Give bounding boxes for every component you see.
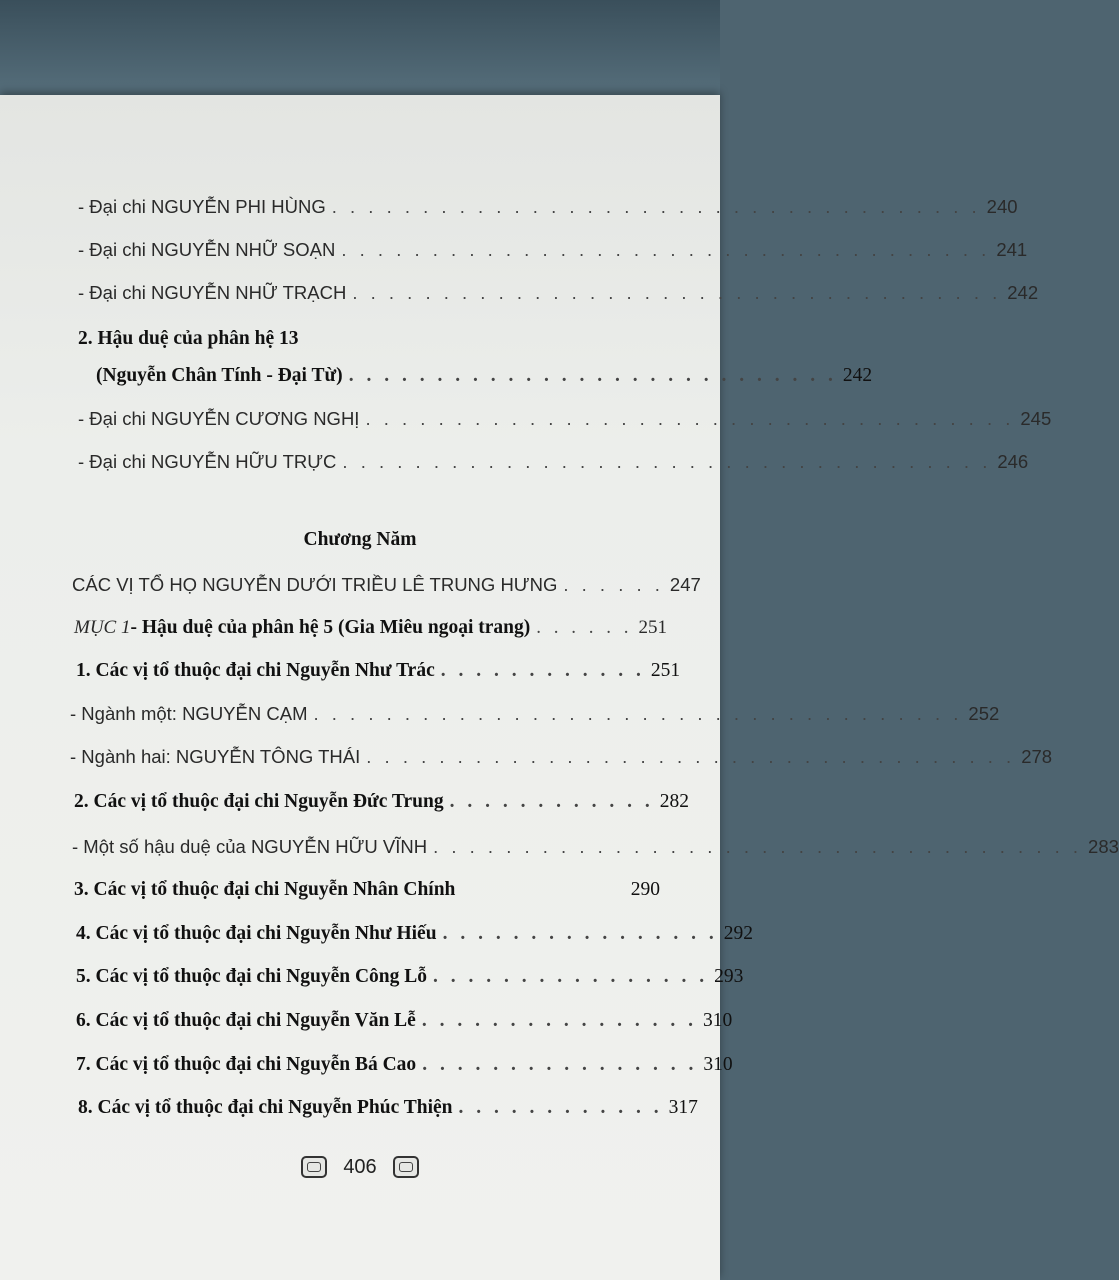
toc-page-number: 290 — [630, 879, 660, 900]
toc-entry-label: 7. Các vị tổ thuộc đại chi Nguyễn Bá Cao — [76, 1054, 417, 1075]
leader-dots: . . . . . . . . . . . . . . . . . . . . . . . . . . . . — [348, 365, 837, 386]
toc-entry-label: CÁC VỊ TỔ HỌ NGUYỄN DƯỚI TRIỀU LÊ TRUNG HƯNG — [72, 574, 558, 595]
toc-page-number: 293 — [714, 966, 744, 987]
leader-dots: . . . . . . — [536, 617, 633, 638]
toc-page-number: 240 — [986, 196, 1018, 217]
leader-dots: . . . . . . . . . . . . . . . . . . . . . . . . . . . . . . . . . . . . — [331, 196, 981, 217]
toc-page-number: 241 — [996, 239, 1028, 260]
ornament-left-icon — [301, 1156, 327, 1178]
toc-page-number: 282 — [659, 791, 689, 812]
toc-entry — [0, 1088, 720, 1128]
toc-entry-label: - Hậu duệ của phân hệ 5 (Gia Miêu ngoại trang) — [130, 617, 531, 638]
leader-dots: . . . . . . . . . . . . . . . . . . . . . . . . . . . . . . . . . . . . — [366, 746, 1016, 767]
toc-entry-label: 1. Các vị tổ thuộc đại chi Nguyễn Như Trác — [76, 660, 435, 681]
toc-entry-label: 8. Các vị tổ thuộc đại chi Nguyễn Phúc Thiện — [78, 1097, 453, 1118]
leader-dots: . . . . . . . . . . . . . . . . — [422, 1054, 698, 1075]
toc-entry — [0, 356, 873, 396]
toc-entry — [0, 957, 744, 997]
leader-dots: . . . . . . . . . . . . — [449, 791, 654, 812]
leader-dots: . . . . . . . . . . . . . . . . — [421, 1010, 697, 1031]
toc-entry — [0, 273, 1039, 313]
toc-page-number: 310 — [703, 1054, 733, 1075]
leader-dots: . . . . . . — [563, 574, 664, 595]
book-page — [0, 95, 1119, 1280]
toc-entry — [0, 230, 1028, 270]
toc-page-number: 245 — [1020, 408, 1052, 429]
toc-page-number: 242 — [1007, 282, 1039, 303]
leader-dots: . . . . . . . . . . . . . . . . . . . . . . . . . . . . . . . . . . . . — [365, 408, 1015, 429]
toc-entry — [0, 608, 720, 648]
toc-entry-label: - Đại chi NGUYỄN HỮU TRỰC — [78, 451, 337, 472]
toc-section-heading — [0, 319, 720, 359]
chapter-heading: Chương Năm — [303, 529, 417, 550]
toc-entry-label: (Nguyễn Chân Tính - Đại Từ) — [96, 365, 343, 386]
toc-entry — [0, 694, 1000, 734]
toc-entry-label: 2. Các vị tổ thuộc đại chi Nguyễn Đức Trung — [74, 791, 444, 812]
toc-entry-label: 6. Các vị tổ thuộc đại chi Nguyễn Văn Lễ — [76, 1010, 416, 1031]
toc-entry-label: - Ngành một: NGUYỄN CẠM — [70, 703, 308, 724]
leader-dots: . . . . . . . . . . . . . . . . . . . . . . . . . . . . . . . . . . . . — [313, 703, 963, 724]
toc-entry — [0, 914, 753, 954]
toc-page-number: 317 — [668, 1097, 698, 1118]
page-number: 406 — [343, 1155, 377, 1178]
toc-entry-label: - Một số hậu duệ của NGUYỄN HỮU VĨNH — [72, 836, 428, 857]
toc-entry — [0, 399, 1052, 439]
toc-entry — [0, 782, 720, 822]
leader-dots: . . . . . . . . . . . . . . . . — [433, 966, 709, 987]
leader-dots: . . . . . . . . . . . . . . . . — [442, 923, 718, 944]
toc-entry — [0, 1001, 733, 1041]
page-footer — [0, 1147, 720, 1187]
toc-entry-label: 5. Các vị tổ thuộc đại chi Nguyễn Công Lỗ — [76, 966, 428, 987]
toc-entry — [0, 565, 720, 605]
leader-dots: . . . . . . . . . . . . . . . . . . . . . . . . . . . . . . . . . . . . — [341, 239, 991, 260]
toc-page-number: 278 — [1021, 746, 1053, 767]
toc-page-number: 310 — [702, 1010, 733, 1031]
toc-entry — [0, 1045, 733, 1085]
toc-entry — [0, 442, 1029, 482]
leader-dots: . . . . . . . . . . . . — [440, 660, 645, 681]
toc-entry-label: 3. Các vị tổ thuộc đại chi Nguyễn Nhân Chính — [74, 879, 456, 900]
background-surface — [0, 0, 720, 110]
toc-entry — [0, 827, 1119, 867]
toc-entry — [0, 187, 1018, 227]
toc-page-number: 292 — [723, 923, 753, 944]
toc-page-number: 252 — [968, 703, 1000, 724]
toc-page-number: 247 — [669, 574, 701, 595]
toc-entry-label: - Ngành hai: NGUYỄN TÔNG THÁI — [70, 746, 361, 767]
toc-entry — [0, 737, 1053, 777]
toc-page-number: 251 — [650, 660, 681, 681]
leader-dots: . . . . . . . . . . . . — [458, 1097, 663, 1118]
toc-page-number: 246 — [997, 451, 1029, 472]
toc-entry-label-italic: MỤC 1 — [74, 617, 131, 638]
leader-dots: . . . . . . . . . . . . . . . . . . . . . . . . . . . . . . . . . . . . — [342, 451, 992, 472]
ornament-right-icon — [393, 1156, 419, 1178]
toc-entry — [0, 870, 720, 910]
leader-dots: . . . . . . . . . . . . . . . . . . . . . . . . . . . . . . . . . . . . — [352, 282, 1002, 303]
toc-page-number: 283 — [1088, 836, 1119, 857]
toc-entry — [0, 651, 720, 691]
toc-page-number: 251 — [638, 617, 668, 638]
toc-entry-label: 4. Các vị tổ thuộc đại chi Nguyễn Như Hiếu — [76, 923, 437, 944]
toc-entry-label: - Đại chi NGUYỄN CƯƠNG NGHỊ — [78, 408, 360, 429]
toc-entry-label: - Đại chi NGUYỄN PHI HÙNG — [78, 196, 326, 217]
toc-page-number: 242 — [842, 365, 873, 386]
toc-entry-label: - Đại chi NGUYỄN NHỮ TRẠCH — [78, 282, 347, 303]
toc-entry-label: 2. Hậu duệ của phân hệ 13 — [78, 328, 299, 349]
leader-dots: . . . . . . . . . . . . . . . . . . . . . . . . . . . . . . . . . . . . — [433, 836, 1083, 857]
toc-entry-label: - Đại chi NGUYỄN NHỮ SOẠN — [78, 239, 336, 260]
